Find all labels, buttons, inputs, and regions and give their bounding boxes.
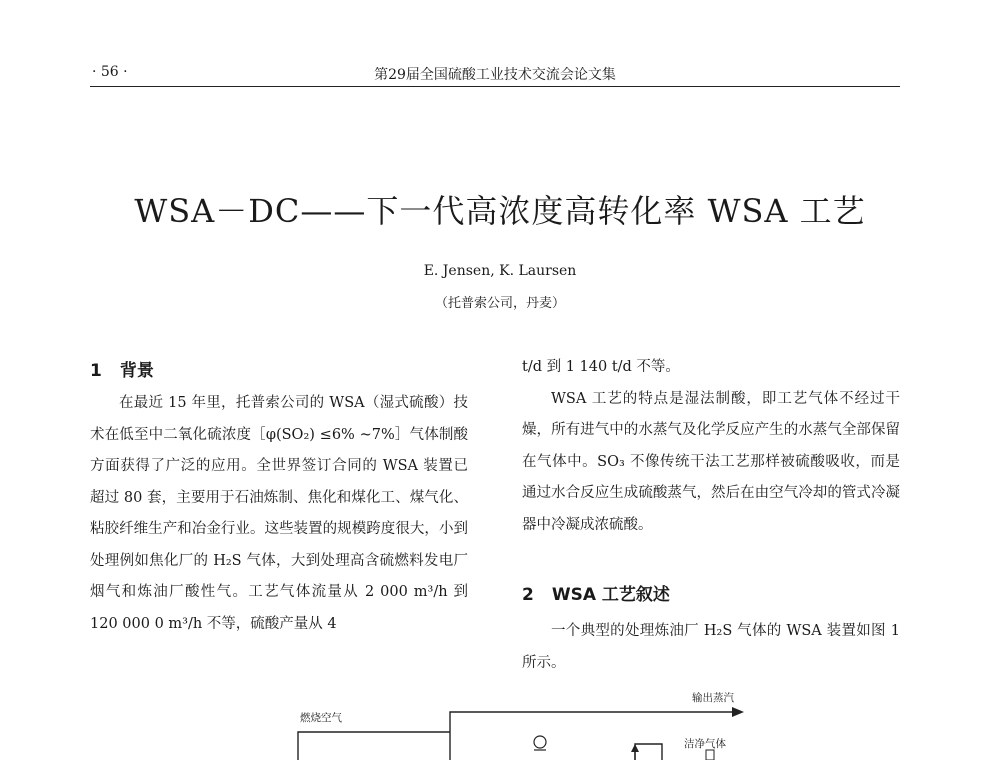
process-flow-diagram <box>280 692 750 760</box>
section-1-title: 背景 <box>119 361 154 381</box>
section-2-paragraph-1: 一个典型的处理炼油厂 H₂S 气体的 WSA 装置如图 1 所示。 <box>522 623 900 671</box>
label-steam-out: 输出蒸汽 <box>692 692 734 704</box>
section-2-title: WSA 工艺叙述 <box>551 585 670 605</box>
stack-icon <box>706 750 714 760</box>
process-flow-figure <box>280 692 750 760</box>
section-2-heading <box>522 580 670 605</box>
section-1-paragraph-1: 在最近 15 年里，托普索公司的 WSA（湿式硫酸）技术在低至中二氧化硫浓度［φ(SO₂) ≤6% ~7%］气体制酸方面获得了广泛的应用。全世界签订合同的 WSA 装置已超过 80 套，主要用于石油炼制、焦化和煤化工、煤气化、粘胶纤维生产和冶金行业。这些装置的规模跨度很大，小到处理例如焦化厂的 H₂S 气体，大到处理高含硫燃料发电厂烟气和炼油厂酸性气。工艺气体流量从 2 000 m³/h 到 120 000 0 m³/h 不等，硫酸产量从 4 <box>90 395 468 632</box>
right-column <box>522 352 900 541</box>
label-combustion-air: 燃烧空气 <box>300 712 342 724</box>
label-clean-gas: 洁净气体 <box>684 738 726 750</box>
left-column <box>90 388 468 640</box>
paper-title: WSA－DC——下一代高浓度高转化率 WSA 工艺 <box>134 192 866 230</box>
affiliation: （托普索公司，丹麦） <box>434 296 565 311</box>
section-1-paragraph-1-continued: t/d 到 1 140 t/d 不等。 <box>522 359 680 375</box>
page-number: · 56 · <box>92 64 128 80</box>
section-2-body <box>522 616 900 679</box>
steam-output-line <box>450 712 732 732</box>
authors: E. Jensen, K. Laursen <box>423 263 577 279</box>
section-1-paragraph-2: WSA 工艺的特点是湿法制酸，即工艺气体不经过干燥，所有进气中的水蒸气及化学反应产生的水蒸气全部保留在气体中。SO₃ 不像传统干法工艺那样被硫酸吸收，而是通过水合反应生成硫酸蒸气，然后在由空气冷却的管式冷凝器中冷凝成浓硫酸。 <box>522 390 900 533</box>
running-title: 第29届全国硫酸工业技术交流会论文集 <box>374 67 616 83</box>
section-1-number: 1 <box>90 361 102 381</box>
page-header <box>90 64 900 87</box>
section-2-number: 2 <box>522 585 534 605</box>
combustion-air-line <box>298 732 450 760</box>
steam-arrow-icon <box>732 707 744 717</box>
section-1-heading <box>90 356 154 381</box>
blower-icon <box>534 736 546 750</box>
gas-duct <box>635 744 662 760</box>
upflow-arrow-icon <box>631 744 639 752</box>
